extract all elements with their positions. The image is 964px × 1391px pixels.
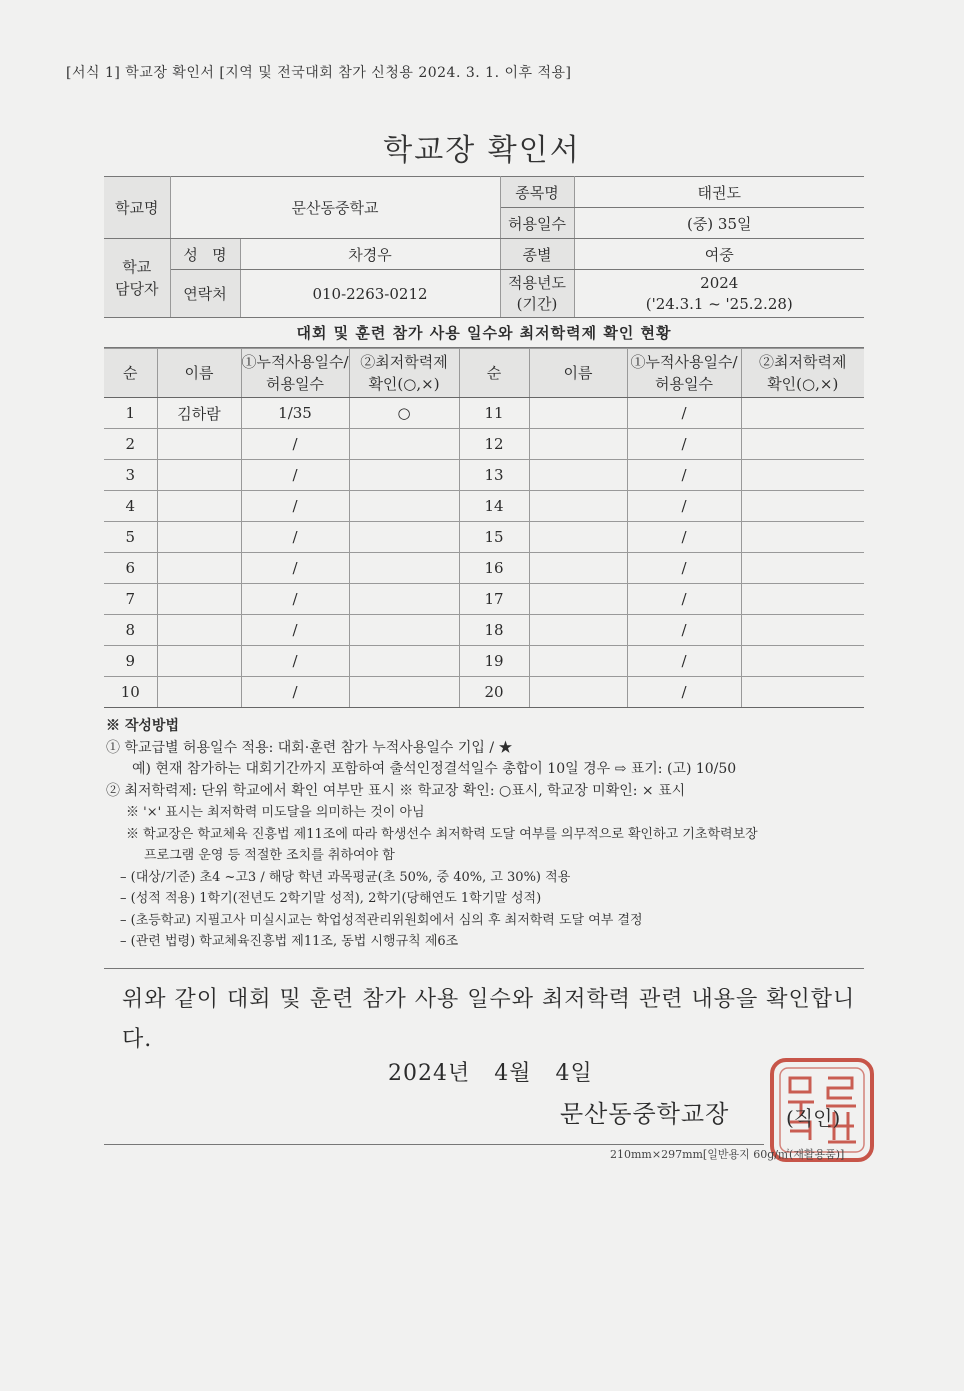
row-check	[349, 646, 459, 677]
issue-date: 2024년 4월 4일	[388, 1061, 593, 1086]
row-name-2	[529, 522, 627, 553]
row-no: 4	[104, 491, 157, 522]
note-detail-4: – (관련 법령) 학교체육진흥법 제11조, 동법 시행규칙 제6조	[120, 934, 459, 949]
row-no: 9	[104, 646, 157, 677]
row-no-2: 13	[459, 460, 529, 491]
row-days: /	[241, 553, 349, 584]
table-row	[104, 491, 864, 522]
row-days: /	[241, 491, 349, 522]
row-no: 2	[104, 429, 157, 460]
note-2-b-cont: 프로그램 운영 등 적절한 조치를 취하여야 함	[144, 848, 395, 863]
col-no: 순	[104, 349, 157, 398]
seal-label: (직인)	[786, 1106, 841, 1130]
row-days-2: /	[627, 460, 741, 491]
school-value: 문산동중학교	[170, 177, 500, 239]
row-name	[157, 491, 241, 522]
row-name-2	[529, 584, 627, 615]
sport-label: 종목명	[500, 177, 574, 208]
row-name-2	[529, 429, 627, 460]
row-check	[349, 491, 459, 522]
year-cell	[574, 270, 864, 318]
row-no: 8	[104, 615, 157, 646]
row-no: 5	[104, 522, 157, 553]
paper-size-footer: 210mm×297mm[일반용지 60g/㎡(재활용품)]	[610, 1148, 845, 1161]
row-name	[157, 646, 241, 677]
row-name	[157, 460, 241, 491]
roster-body	[104, 398, 864, 708]
row-check: ○	[349, 398, 459, 429]
document-title: 학교장 확인서	[383, 133, 581, 168]
principal-title: 문산동중학교장	[560, 1100, 730, 1128]
row-no: 3	[104, 460, 157, 491]
row-no: 7	[104, 584, 157, 615]
name-label: 성 명	[170, 239, 240, 270]
contact-label: 연락처	[170, 270, 240, 318]
note-detail-2: – (성적 적용) 1학기(전년도 2학기말 성적), 2학기(당해연도 1학기말 성적)	[120, 891, 542, 906]
table-row	[104, 615, 864, 646]
footer-divider	[104, 1144, 764, 1145]
col-check-2: ②최저학력제 확인(○,×)	[741, 349, 864, 398]
row-days: /	[241, 584, 349, 615]
row-check	[349, 429, 459, 460]
row-no-2: 15	[459, 522, 529, 553]
table-row	[104, 646, 864, 677]
allowed-days-label: 허용일수	[500, 208, 574, 239]
row-days: 1/35	[241, 398, 349, 429]
row-check-2	[741, 460, 864, 491]
row-check-2	[741, 491, 864, 522]
note-detail-1: – (대상/기준) 초4 ~고3 / 해당 학년 과목평균(초 50%, 중 40%, 고 30%) 적용	[120, 869, 571, 885]
row-name-2	[529, 677, 627, 708]
row-no-2: 14	[459, 491, 529, 522]
row-days-2: /	[627, 491, 741, 522]
row-no-2: 20	[459, 677, 529, 708]
row-no: 1	[104, 398, 157, 429]
school-label: 학교명	[104, 177, 170, 239]
row-check-2	[741, 522, 864, 553]
row-name	[157, 677, 241, 708]
info-table	[104, 176, 864, 348]
note-detail-3: – (초등학교) 지필고사 미실시교는 학업성적관리위원회에서 심의 후 최저학력 도달 여부 결정	[120, 912, 643, 928]
table-row	[104, 553, 864, 584]
col-name: 이름	[157, 349, 241, 398]
form-header-note: [서식 1] 학교장 확인서 [지역 및 전국대회 참가 신청용 2024. 3. 1. 이후 적용]	[66, 65, 572, 81]
row-days: /	[241, 615, 349, 646]
row-days-2: /	[627, 584, 741, 615]
row-days: /	[241, 429, 349, 460]
row-name-2	[529, 646, 627, 677]
category-value: 여중	[574, 239, 864, 270]
row-name-2	[529, 460, 627, 491]
row-days-2: /	[627, 522, 741, 553]
row-name-2	[529, 491, 627, 522]
row-name: 김하람	[157, 398, 241, 429]
row-name	[157, 522, 241, 553]
row-check-2	[741, 677, 864, 708]
roster-caption: 대회 및 훈련 참가 사용 일수와 최저학력제 확인 현황	[104, 318, 864, 348]
row-name-2	[529, 615, 627, 646]
row-no: 10	[104, 677, 157, 708]
note-1-example: 예) 현재 참가하는 대회기간까지 포함하여 출석인정결석일수 총합이 10일 경우 ⇨ 표기: (고) 10/50	[132, 761, 737, 777]
row-name-2	[529, 553, 627, 584]
row-check	[349, 460, 459, 491]
row-check	[349, 584, 459, 615]
row-name	[157, 615, 241, 646]
row-days-2: /	[627, 553, 741, 584]
row-days-2: /	[627, 398, 741, 429]
row-days-2: /	[627, 646, 741, 677]
confirmation-text: 위와 같이 대회 및 훈련 참가 사용 일수와 최저학력 관련 내용을 확인합니다.	[122, 987, 856, 1052]
row-days: /	[241, 522, 349, 553]
row-days-2: /	[627, 429, 741, 460]
row-name	[157, 584, 241, 615]
table-row	[104, 522, 864, 553]
row-name-2	[529, 398, 627, 429]
row-no-2: 19	[459, 646, 529, 677]
roster-table	[104, 348, 864, 708]
row-check-2	[741, 398, 864, 429]
col-name-2: 이름	[529, 349, 627, 398]
row-check	[349, 615, 459, 646]
row-no: 6	[104, 553, 157, 584]
table-row	[104, 677, 864, 708]
row-no-2: 12	[459, 429, 529, 460]
row-days-2: /	[627, 615, 741, 646]
col-no-2: 순	[459, 349, 529, 398]
col-days-2: ①누적사용일수/ 허용일수	[627, 349, 741, 398]
row-days-2: /	[627, 677, 741, 708]
row-check-2	[741, 553, 864, 584]
notes-divider	[104, 968, 864, 969]
row-check-2	[741, 615, 864, 646]
category-label: 종별	[500, 239, 574, 270]
allowed-days-value: (중) 35일	[574, 208, 864, 239]
manager-label: 학교 담당자	[104, 239, 170, 318]
note-2-b: ※ 학교장은 학교체육 진흥법 제11조에 따라 학생선수 최저학력 도달 여부를 의무적으로 확인하고 기초학력보장	[126, 826, 758, 842]
note-2: ② 최저학력제: 단위 학교에서 확인 여부만 표시 ※ 학교장 확인: ○표시, 학교장 미확인: × 표시	[106, 782, 686, 799]
note-1: ① 학교급별 허용일수 적용: 대회·훈련 참가 누적사용일수 기입 / ★	[106, 739, 513, 756]
table-row	[104, 398, 864, 429]
row-days: /	[241, 677, 349, 708]
contact-value: 010-2263-0212	[240, 270, 500, 318]
period-value: ('24.3.1 ~ '25.2.28)	[645, 294, 793, 313]
row-no-2: 18	[459, 615, 529, 646]
sport-value: 태권도	[574, 177, 864, 208]
row-name	[157, 429, 241, 460]
col-check: ②최저학력제 확인(○,×)	[349, 349, 459, 398]
roster-header-row	[104, 349, 864, 398]
row-check-2	[741, 429, 864, 460]
row-no-2: 17	[459, 584, 529, 615]
note-2-a: ※ '×' 표시는 최저학력 미도달을 의미하는 것이 아님	[126, 805, 425, 820]
row-check	[349, 553, 459, 584]
year-value: 2024	[700, 273, 739, 292]
instructions	[106, 716, 876, 953]
row-check	[349, 677, 459, 708]
table-row	[104, 460, 864, 491]
row-days: /	[241, 646, 349, 677]
row-check	[349, 522, 459, 553]
row-days: /	[241, 460, 349, 491]
table-row	[104, 429, 864, 460]
notes-heading: ※ 작성방법	[106, 718, 179, 734]
row-no-2: 11	[459, 398, 529, 429]
col-days: ①누적사용일수/ 허용일수	[241, 349, 349, 398]
year-label: 적용년도 (기간)	[500, 270, 574, 318]
row-name	[157, 553, 241, 584]
table-row	[104, 584, 864, 615]
name-value: 차경우	[240, 239, 500, 270]
row-no-2: 16	[459, 553, 529, 584]
row-check-2	[741, 584, 864, 615]
row-check-2	[741, 646, 864, 677]
